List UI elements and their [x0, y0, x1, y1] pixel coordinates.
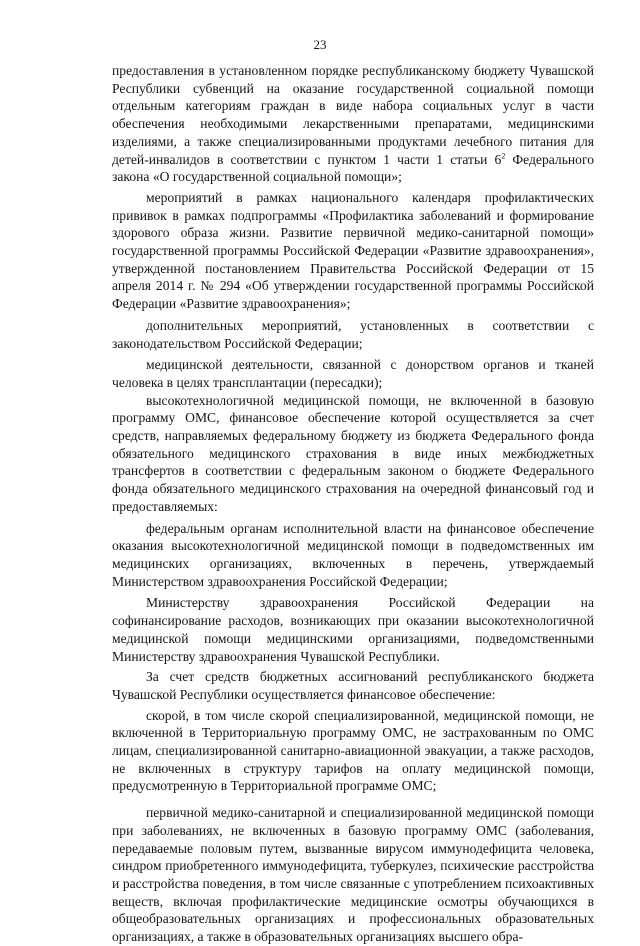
paragraph-high-tech-care — [112, 392, 594, 516]
page-number: 23 — [313, 37, 327, 52]
paragraph-federal-bodies — [112, 520, 594, 591]
paragraph-subsidies — [112, 62, 594, 186]
text-segment: За счет средств бюджетных ассигнований республиканского бюджета Чувашской Республики осуществляется финансовое обеспечение: — [112, 669, 594, 702]
text-segment: федеральным органам исполнительной власти на финансовое обеспечение оказания высокотехнологичной медицинской помощи в подведомственных им медицинских организациях, включенных в перечень, утверждаемый Министерством здравоохранения Российской Федерации; — [112, 520, 594, 589]
text-segment: медицинской деятельности, связанной с донорством органов и тканей человека в целях трансплантации (пересадки); — [112, 357, 594, 390]
paragraph-organ-donation — [112, 356, 594, 391]
paragraph-ministry-cofinancing — [112, 594, 594, 665]
text-segment: мероприятий в рамках национального календаря профилактических прививок в рамках подпрограммы «Профилактика заболеваний и формирование здорового образа жизни. Развитие первичной медико-санитарной помощи» государственной программы Российской Федерации «Развитие здравоохранения», утвержденной постановлением Правительства Российской Федерации от 15 апреля 2014 г. № 294 «Об утверждении государственной программы Российской Федерации «Развитие здравоохранения»; — [112, 189, 594, 312]
document-body — [112, 62, 594, 946]
paragraph-republican-budget — [112, 668, 594, 703]
text-segment: скорой, в том числе скорой специализированной, медицинской помощи, не включенной в Территориальную программу ОМС, не застрахованным по ОМС лицам, специализированной санитарно-авиационной эвакуации, а также расходов, не включенных в структуру тарифов на оплату медицинской помощи, предусмотренную в Территориальной программе ОМС; — [112, 707, 594, 794]
paragraph-emergency-care — [112, 707, 594, 796]
superscript: 2 — [501, 150, 506, 160]
text-segment: первичной медико-санитарной и специализированной медицинской помощи при заболеваниях, не включенных в базовую программу ОМС (заболевания, передаваемые половым путем, вызванные вирусом иммунодефицита человека, синдром приобретенного иммунодефицита, туберкулез, психические расстройства и расстройства поведения, в том числе связанные с употреблением психоактивных веществ, включая профилактические медицинские осмотры обучающихся в общеобразовательных организациях и профессиональных образовательных организациях, а также в образовательных организациях высшего обра- — [112, 805, 594, 945]
text-segment: предоставления в установленном порядке республиканскому бюджету Чувашской Республики субвенций на оказание государственной социальной помощи отдельным категориям граждан в виде набора социальных услуг в части обеспечения необходимыми лекарственными препаратами, медицинскими изделиями, а также специализированными продуктами лечебного питания для детей-инвалидов в соответствии с пунктом 1 части 1 статьи 6 — [112, 63, 594, 167]
paragraph-additional-measures — [112, 317, 594, 352]
text-segment: высокотехнологичной медицинской помощи, не включенной в базовую программу ОМС, финансовое обеспечение которой осуществляется за счет средств, направляемых федеральному бюджету из бюджета Федерального фонда обязательного медицинского страхования в виде иных межбюджетных трансфертов в соответствии с федеральным законом о бюджете Федерального фонда обязательного медицинского страхования на очередной финансовый год и предоставляемых: — [112, 392, 594, 514]
text-segment: Министерству здравоохранения Российской Федерации на софинансирование расходов, возникающих при оказании высокотехнологичной медицинской помощи медицинскими организациями, подведомственными Министерству здравоохранения Чувашской Республики. — [112, 595, 594, 664]
paragraph-primary-care — [112, 804, 594, 946]
paragraph-vaccinations — [112, 189, 594, 313]
text-segment: дополнительных мероприятий, установленных в соответствии с законодательством Российской Федерации; — [112, 317, 594, 351]
text-segment: Федерального закона «О государственной социальной помощи»; — [112, 151, 594, 185]
